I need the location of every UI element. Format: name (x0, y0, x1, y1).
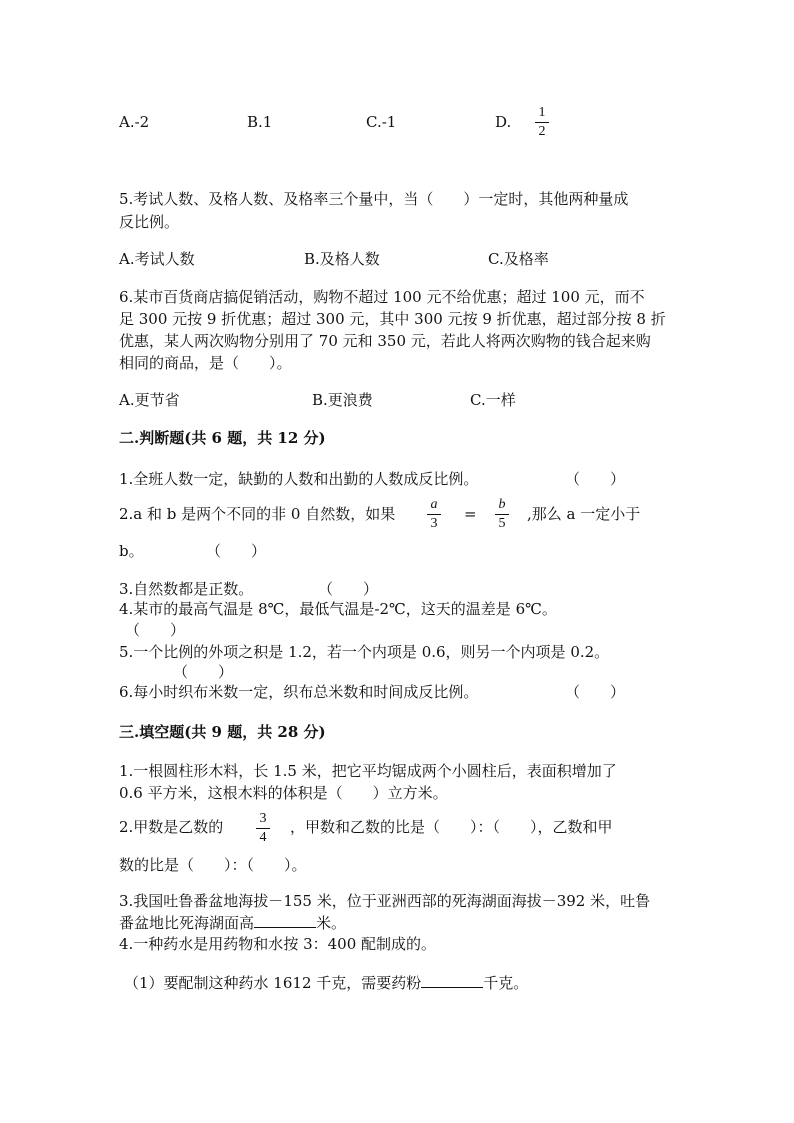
q5-line-1: 5.考试人数、及格人数、及格率三个量中，当（ ）一定时，其他两种量成 (119, 190, 629, 208)
fill-item-1-line-2: 0.6 平方米，这根木料的体积是（ ）立方米。 (119, 784, 448, 802)
q4-option-a: A.-2 (119, 113, 150, 131)
fill-item-4: 4.一种药水是用药物和水按 3：400 配制成的。 (119, 935, 437, 953)
judge-item-3-answer: （ ） (318, 580, 379, 598)
judge-item-2-line-2: b。 (119, 542, 144, 560)
q6-line-2: 足 300 元按 9 折优惠；超过 300 元，其中 300 元按 9 折优惠，超过部分按 8 折 (119, 310, 666, 328)
fill-item-3-line-1: 3.我国吐鲁番盆地海拔－155 米，位于亚洲西部的死海湖面海拔－392 米，吐鲁 (119, 892, 651, 910)
fraction-bar (535, 122, 549, 123)
judge-item-1-answer: （ ） (565, 470, 626, 488)
fill-item-4-sub-1-text: （1）要配制这种药水 1612 千克，需要药粉 (124, 974, 422, 992)
judge-item-4-answer: （ ） (125, 621, 186, 639)
fill-item-2-text: 2.甲数是乙数的 (119, 818, 224, 836)
fraction-bar (256, 828, 270, 829)
judge-item-2-text-tail: ,那么 a 一定小于 (527, 505, 641, 523)
fraction-bar (495, 514, 509, 515)
judge-item-6: 6.每小时织布米数一定，织布总米数和时间成反比例。 (119, 683, 479, 701)
judge-item-2-fraction-a (427, 498, 441, 531)
fill-item-4-sub-1 (124, 976, 528, 991)
fraction-numerator: a (430, 497, 438, 512)
q4-option-c: C.-1 (366, 113, 397, 131)
fill-item-3-text: 番盆地比死海湖面高 (119, 914, 255, 932)
fill-item-4-sub-1-tail: 千克。 (483, 974, 529, 992)
judge-item-3: 3.自然数都是正数。 (119, 580, 254, 598)
q6-line-3: 优惠，某人两次购物分别用了 70 元和 350 元，若此人将两次购物的钱合起来购 (119, 332, 651, 350)
answer-blank[interactable] (421, 987, 483, 988)
q4-option-b: B.1 (247, 113, 273, 131)
fill-item-3-line-2 (119, 916, 346, 931)
judge-item-1: 1.全班人数一定，缺勤的人数和出勤的人数成反比例。 (119, 470, 479, 488)
q4-option-d-label: D. (495, 113, 512, 131)
fraction-numerator: 3 (259, 811, 267, 826)
answer-blank[interactable] (254, 927, 316, 928)
q6-option-b: B.更浪费 (312, 391, 373, 409)
fill-item-2-fraction (256, 812, 270, 845)
fraction-denominator: 5 (498, 516, 506, 531)
judge-item-5-answer: （ ） (173, 663, 234, 681)
fraction-bar (427, 514, 441, 515)
fraction-denominator: 3 (430, 516, 438, 531)
judge-item-5: 5.一个比例的外项之积是 1.2，若一个内项是 0.6，则另一个内项是 0.2。 (119, 643, 610, 661)
q5-line-2: 反比例。 (119, 213, 180, 231)
judge-item-4: 4.某市的最高气温是 8℃，最低气温是-2℃，这天的温差是 6℃。 (119, 600, 557, 618)
q6-line-4: 相同的商品，是（ ）。 (119, 354, 292, 372)
fraction-numerator: 1 (538, 105, 546, 120)
fraction-numerator: b (498, 497, 506, 512)
equals-sign: = (464, 505, 477, 523)
fill-item-2-text-tail: ，甲数和乙数的比是（ ）：（ ），乙数和甲 (290, 818, 613, 836)
q5-option-b: B.及格人数 (304, 250, 380, 268)
judge-item-2-fraction-b (495, 498, 509, 531)
judge-item-2-text: 2.a 和 b 是两个不同的非 0 自然数，如果 (119, 505, 396, 523)
fraction-denominator: 2 (538, 124, 546, 139)
q6-line-1: 6.某市百货商店搞促销活动，购物不超过 100 元不给优惠；超过 100 元，而不 (119, 288, 645, 306)
section-3-title: 三.填空题(共 9 题，共 28 分) (119, 723, 326, 741)
judge-item-2-answer: （ ） (206, 542, 267, 560)
fill-item-3-text-tail: 米。 (316, 914, 347, 932)
fraction-denominator: 4 (259, 830, 267, 845)
fill-item-1-line-1: 1.一根圆柱形木料，长 1.5 米，把它平均锯成两个小圆柱后，表面积增加了 (119, 762, 617, 780)
section-2-title: 二.判断题(共 6 题，共 12 分) (119, 429, 326, 447)
q6-option-c: C.一样 (470, 391, 516, 409)
q4-option-d-fraction (535, 106, 549, 139)
q5-option-a: A.考试人数 (119, 250, 195, 268)
q6-option-a: A.更节省 (119, 391, 180, 409)
judge-item-6-answer: （ ） (565, 683, 626, 701)
fill-item-2-line-2: 数的比是（ ）：（ ）。 (119, 856, 307, 874)
q5-option-c: C.及格率 (488, 250, 549, 268)
